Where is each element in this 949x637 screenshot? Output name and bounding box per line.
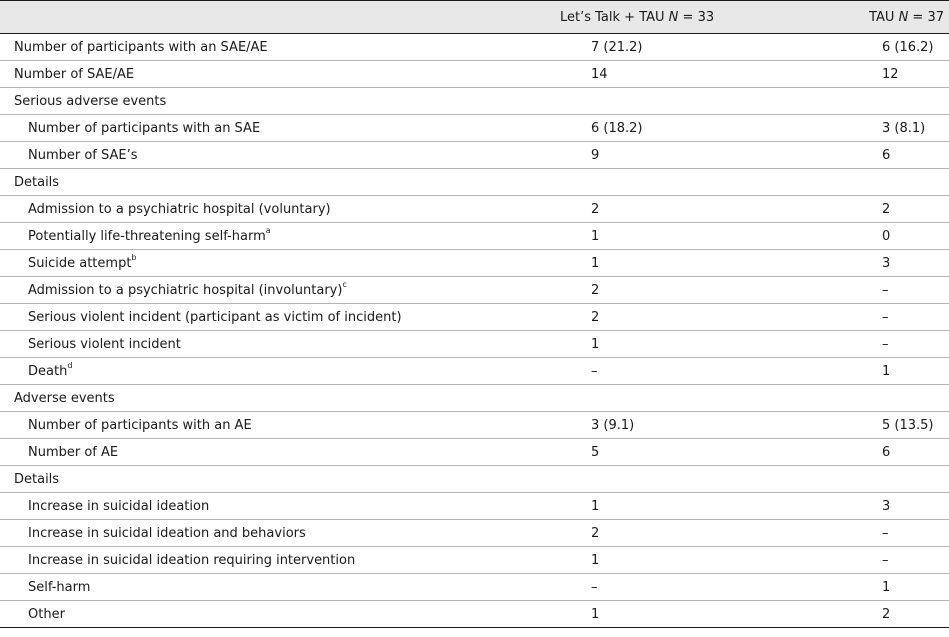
tau-value — [841, 169, 949, 196]
footnote-marker: c — [342, 280, 347, 290]
header-group1-label: Let’s Talk + TAU — [560, 9, 669, 25]
row-label-cell — [0, 196, 580, 223]
lets-talk-value: 1 — [580, 493, 841, 520]
lets-talk-value: 2 — [580, 520, 841, 547]
table-row — [0, 196, 949, 223]
row-label: Adverse events — [14, 390, 115, 406]
footnote-marker: d — [67, 361, 73, 371]
table-row — [0, 412, 949, 439]
tau-value: 5 (13.5) — [841, 412, 949, 439]
row-label-cell — [0, 61, 580, 88]
table-row — [0, 142, 949, 169]
lets-talk-value: 5 — [580, 439, 841, 466]
table-row — [0, 493, 949, 520]
row-label-cell — [0, 331, 580, 358]
table-row — [0, 250, 949, 277]
row-label-cell — [0, 223, 580, 250]
table-row — [0, 169, 949, 196]
tau-value: 6 — [841, 142, 949, 169]
tau-value: 3 (8.1) — [841, 115, 949, 142]
table-row — [0, 520, 949, 547]
row-label: Details — [14, 471, 60, 487]
row-label-cell — [0, 169, 580, 196]
row-label: Number of participants with an SAE/AE — [14, 39, 268, 55]
tau-value: 1 — [841, 358, 949, 385]
table-row — [0, 439, 949, 466]
tau-value: 0 — [841, 223, 949, 250]
row-label: Other — [28, 606, 65, 622]
lets-talk-value — [580, 466, 841, 493]
row-label-cell — [0, 466, 580, 493]
header-n1: = 33 — [678, 9, 715, 25]
row-label: Serious adverse events — [14, 93, 167, 109]
tau-value: 1 — [841, 574, 949, 601]
row-label: Admission to a psychiatric hospital (voluntary) — [28, 201, 331, 217]
row-label-cell — [0, 493, 580, 520]
table-row — [0, 115, 949, 142]
footnote-marker: a — [265, 226, 271, 236]
lets-talk-value: 6 (18.2) — [580, 115, 841, 142]
row-label-cell — [0, 277, 580, 304]
row-label-cell — [0, 358, 580, 385]
row-label-cell — [0, 601, 580, 628]
tau-value — [841, 466, 949, 493]
table-row — [0, 574, 949, 601]
table-row — [0, 304, 949, 331]
row-label: Potentially life-threatening self-harm — [28, 228, 266, 244]
header-lets-talk-tau — [560, 1, 841, 34]
tau-value: – — [841, 277, 949, 304]
lets-talk-value — [580, 88, 841, 115]
tau-value: – — [841, 547, 949, 574]
tau-value: 3 — [841, 250, 949, 277]
footnote-marker: b — [131, 253, 137, 263]
tau-value: 6 — [841, 439, 949, 466]
row-label-cell — [0, 439, 580, 466]
tau-value: – — [841, 331, 949, 358]
header-label-cell — [0, 1, 580, 34]
lets-talk-value: 14 — [580, 61, 841, 88]
lets-talk-value: 2 — [580, 196, 841, 223]
table-row — [0, 34, 949, 61]
row-label: Suicide attempt — [28, 255, 132, 271]
table-row — [0, 601, 949, 628]
row-label: Admission to a psychiatric hospital (involuntary) — [28, 282, 343, 298]
lets-talk-value: 1 — [580, 331, 841, 358]
table-row — [0, 88, 949, 115]
row-label-cell — [0, 520, 580, 547]
lets-talk-value: 9 — [580, 142, 841, 169]
row-label: Self-harm — [28, 579, 91, 595]
table-row — [0, 385, 949, 412]
table-row — [0, 466, 949, 493]
header-group2-label: TAU — [869, 9, 899, 25]
lets-talk-value: 3 (9.1) — [580, 412, 841, 439]
row-label-cell — [0, 142, 580, 169]
header-n-symbol-2: N — [898, 9, 909, 25]
tau-value: 12 — [841, 61, 949, 88]
lets-talk-value — [580, 385, 841, 412]
table-row — [0, 277, 949, 304]
table-row — [0, 61, 949, 88]
row-label: Number of SAE/AE — [14, 66, 135, 82]
lets-talk-value: 2 — [580, 304, 841, 331]
row-label: Increase in suicidal ideation — [28, 498, 210, 514]
row-label-cell — [0, 115, 580, 142]
row-label: Number of participants with an AE — [28, 417, 252, 433]
table-header-row — [0, 1, 949, 34]
row-label-cell — [0, 547, 580, 574]
tau-value: 2 — [841, 601, 949, 628]
lets-talk-value — [580, 169, 841, 196]
row-label: Death — [28, 363, 68, 379]
lets-talk-value: 7 (21.2) — [580, 34, 841, 61]
row-label: Number of participants with an SAE — [28, 120, 261, 136]
tau-value — [841, 385, 949, 412]
row-label-cell — [0, 574, 580, 601]
table-row — [0, 547, 949, 574]
row-label: Serious violent incident — [28, 336, 181, 352]
header-tau — [841, 1, 949, 34]
row-label-cell — [0, 385, 580, 412]
header-n2: = 37 — [908, 9, 944, 25]
row-label-cell — [0, 250, 580, 277]
row-label: Details — [14, 174, 60, 190]
row-label: Serious violent incident (participant as victim of incident) — [28, 309, 402, 325]
row-label: Number of SAE’s — [28, 147, 138, 163]
table-row — [0, 223, 949, 250]
lets-talk-value: 1 — [580, 601, 841, 628]
row-label: Increase in suicidal ideation and behaviors — [28, 525, 306, 541]
row-label-cell — [0, 34, 580, 61]
lets-talk-value: – — [580, 358, 841, 385]
row-label: Increase in suicidal ideation requiring intervention — [28, 552, 356, 568]
tau-value: 2 — [841, 196, 949, 223]
row-label-cell — [0, 304, 580, 331]
tau-value: 3 — [841, 493, 949, 520]
tau-value: 6 (16.2) — [841, 34, 949, 61]
lets-talk-value: – — [580, 574, 841, 601]
row-label: Number of AE — [28, 444, 119, 460]
table-row — [0, 331, 949, 358]
row-label-cell — [0, 88, 580, 115]
tau-value: – — [841, 520, 949, 547]
tau-value: – — [841, 304, 949, 331]
table-body — [0, 34, 949, 628]
lets-talk-value: 1 — [580, 223, 841, 250]
lets-talk-value: 1 — [580, 547, 841, 574]
table-row — [0, 358, 949, 385]
lets-talk-value: 2 — [580, 277, 841, 304]
lets-talk-value: 1 — [580, 250, 841, 277]
header-n-symbol-1: N — [668, 9, 679, 25]
row-label-cell — [0, 412, 580, 439]
tau-value — [841, 88, 949, 115]
